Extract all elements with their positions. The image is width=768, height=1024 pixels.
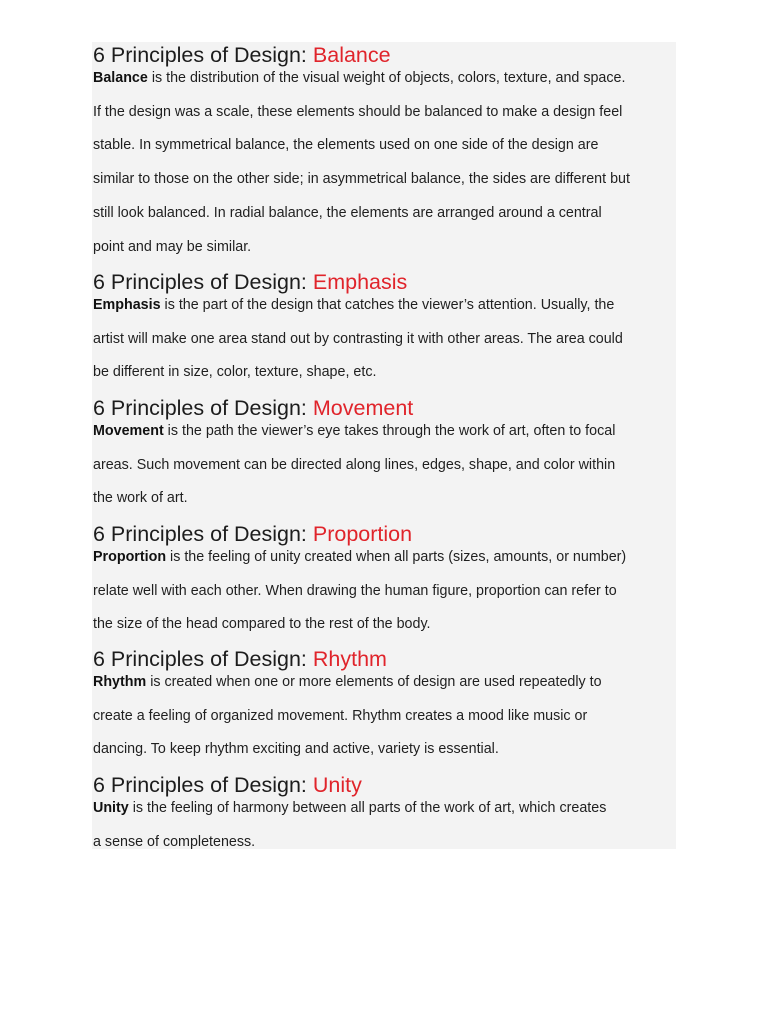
body-line: the size of the head compared to the rest of the body.: [93, 616, 431, 633]
lead-term: Proportion: [93, 549, 167, 565]
body-line: If the design was a scale, these elements should be balanced to make a design feel: [93, 103, 623, 120]
body-line: [93, 415, 683, 449]
section-movement: [93, 396, 683, 516]
section-body: [93, 415, 683, 516]
body-line: [93, 541, 683, 575]
body-line: relate well with each other. When drawing the human figure, proportion can refer to: [93, 582, 617, 599]
section-rhythm: [93, 647, 683, 767]
body-line: the work of art.: [93, 490, 188, 507]
section-balance: [93, 43, 683, 264]
heading-term: Balance: [312, 43, 391, 67]
heading-term: Unity: [312, 773, 362, 797]
heading-term: Movement: [312, 396, 414, 420]
section-body: [93, 289, 683, 390]
lead-term: Unity: [93, 800, 129, 816]
section-body: [93, 666, 683, 767]
body-line: [93, 289, 683, 323]
heading-prefix: 6 Principles of Design:: [93, 270, 313, 294]
body-line: [93, 792, 683, 826]
section-body: [93, 792, 683, 859]
body-line: create a feeling of organized movement. Rhythm creates a mood like music or: [93, 707, 588, 724]
body-line: a sense of completeness.: [93, 833, 256, 850]
section-body: [93, 541, 683, 642]
body-text: is created when one or more elements of design are used repeatedly to: [146, 674, 602, 690]
heading-prefix: 6 Principles of Design:: [93, 396, 313, 420]
heading-prefix: 6 Principles of Design:: [93, 647, 313, 671]
body-line: areas. Such movement can be directed along lines, edges, shape, and color within: [93, 456, 616, 473]
section-emphasis: [93, 270, 683, 390]
heading-prefix: 6 Principles of Design:: [93, 43, 313, 67]
section-body: [93, 62, 683, 264]
body-line: be different in size, color, texture, shape, etc.: [93, 364, 377, 381]
lead-term: Emphasis: [93, 297, 161, 313]
body-line: [93, 62, 683, 96]
body-text: is the feeling of unity created when all parts (sizes, amounts, or number): [166, 549, 627, 565]
lead-term: Rhythm: [93, 674, 147, 690]
body-line: similar to those on the other side; in asymmetrical balance, the sides are different but: [93, 171, 630, 188]
body-line: still look balanced. In radial balance, the elements are arranged around a central: [93, 204, 602, 221]
lead-term: Balance: [93, 70, 148, 86]
heading-prefix: 6 Principles of Design:: [93, 522, 313, 546]
heading-term: Emphasis: [312, 270, 408, 294]
body-line: artist will make one area stand out by contrasting it with other areas. The area could: [93, 330, 623, 347]
section-proportion: [93, 522, 683, 642]
lead-term: Movement: [93, 423, 164, 439]
heading-term: Proportion: [312, 522, 413, 546]
heading-prefix: 6 Principles of Design:: [93, 773, 313, 797]
body-line: dancing. To keep rhythm exciting and active, variety is essential.: [93, 741, 499, 758]
body-line: [93, 666, 683, 700]
section-unity: [93, 773, 683, 859]
body-line: point and may be similar.: [93, 238, 252, 255]
body-text: is the distribution of the visual weight of objects, colors, texture, and space.: [147, 70, 626, 86]
body-text: is the feeling of harmony between all parts of the work of art, which creates: [128, 800, 607, 816]
heading-term: Rhythm: [312, 647, 387, 671]
body-line: stable. In symmetrical balance, the elements used on one side of the design are: [93, 137, 599, 154]
body-text: is the part of the design that catches the viewer’s attention. Usually, the: [160, 297, 615, 313]
body-text: is the path the viewer’s eye takes through the work of art, often to focal: [163, 423, 616, 439]
